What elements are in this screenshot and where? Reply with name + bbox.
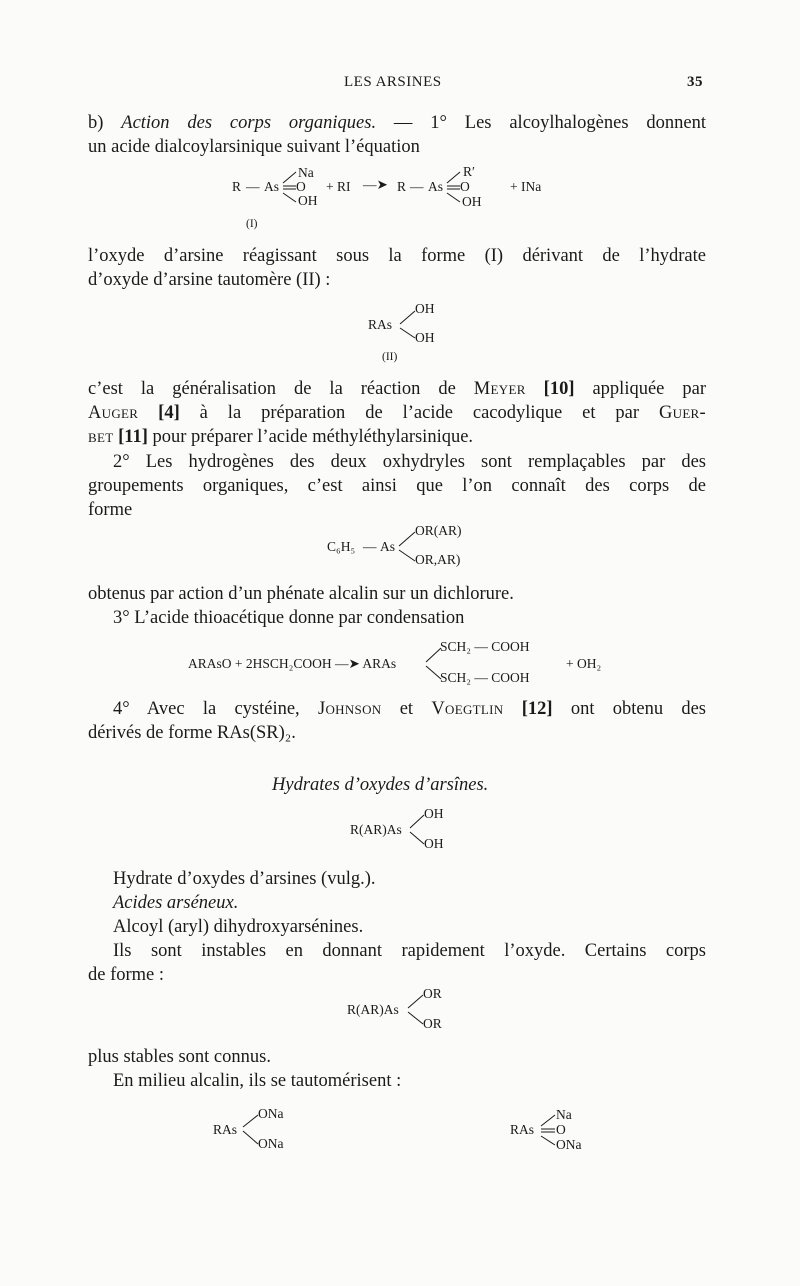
paragraph-2-line-3: forme <box>88 500 133 520</box>
eq3-as: As <box>380 539 396 554</box>
eq2-oh-top: OH <box>415 301 435 316</box>
paragraph-stables-line-2: En milieu alcalin, ils se tautomérisent : <box>113 1071 402 1091</box>
eq1-as2: As <box>428 179 444 194</box>
ref-12: [12] <box>521 699 553 719</box>
paragraph-obtenus-line: obtenus par action d’un phénate alcalin sur un dichlorure. <box>88 584 514 604</box>
eq5-ras: R(AR)As <box>350 822 402 837</box>
paragraph-oxyde-line-1: l’oxyde d’arsine réagissant sous la forme (I) dérivant de l’hydrate <box>88 246 706 266</box>
eq7-b-ona: ONa <box>556 1137 582 1152</box>
eq1-oh2: OH <box>462 194 482 209</box>
eq7-b-ras: RAs <box>510 1122 535 1137</box>
eq2-oh-bottom: OH <box>415 330 435 345</box>
paragraph-b-line-2: un acide dialcoylarsinique suivant l’équation <box>88 137 420 157</box>
eq1-label: (I) <box>246 218 258 230</box>
paragraph-4-et: et <box>381 699 432 719</box>
ref-4: [4] <box>158 403 180 423</box>
paragraph-hydrate-line-3: Alcoyl (aryl) dihydroxyarsénines. <box>113 917 364 937</box>
eq5-bottom: OH <box>424 836 444 851</box>
eq7-b-o: O <box>556 1122 566 1137</box>
eq1-o2: O <box>460 179 470 194</box>
eq4-left: ARAsO + 2HSCH₂COOH —➤ ARAs <box>188 656 397 671</box>
eq7-a-top: ONa <box>258 1106 284 1121</box>
eq6-ras: R(AR)As <box>347 1002 399 1017</box>
running-header-title: LES ARSINES <box>344 74 442 90</box>
eq6-top: OR <box>423 986 442 1001</box>
eq4-top: SCH₂ — COOH <box>440 639 530 654</box>
label-b: b) <box>88 113 122 133</box>
ref-11: [11] <box>118 427 148 447</box>
author-guerbet-1: Guer- <box>658 403 706 423</box>
eq1-as: As <box>264 179 280 194</box>
eq3-c6h5: C₆H₅ <box>327 539 356 554</box>
eq1-o: O <box>296 179 306 194</box>
paragraph-oxyde-line-2: d’oxyde d’arsine tautomère (II) : <box>88 270 331 290</box>
author-guerbet-2: bet <box>88 427 114 447</box>
eq7-a-ras: RAs <box>213 1122 238 1137</box>
eq1-na: Na <box>298 165 314 180</box>
paragraph-b-text: — 1° Les alcoylhalogènes donnent <box>376 113 706 133</box>
eq1-plus-ri: + RI <box>326 179 351 194</box>
eq1-plus-ina: + INa <box>510 179 542 194</box>
paragraph-4-line-2: dérivés de forme RAs(SR)₂. <box>88 723 296 743</box>
generalisation-text-4: pour préparer l’acide méthyléthylarsinique. <box>147 427 474 447</box>
eq1-arrow: —➤ <box>363 177 388 192</box>
generalisation-text-2: appliquée par <box>574 379 706 399</box>
acides-arseneux: Acides arséneux. <box>113 893 239 913</box>
eq3-bottom: OR,AR) <box>415 552 461 567</box>
eq2-label: (II) <box>382 351 398 363</box>
paragraph-hydrate-line-5: de forme : <box>88 965 165 985</box>
paragraph-2-line-1: 2° Les hydrogènes des deux oxhydryles sont remplaçables par des <box>113 452 706 472</box>
eq1-oh: OH <box>298 193 318 208</box>
eq5-top: OH <box>424 806 444 821</box>
paragraph-4-text-2: ont obtenu des <box>552 699 707 719</box>
eq7-a-bottom: ONa <box>258 1136 284 1151</box>
eq1-r: R <box>232 179 242 194</box>
paragraph-3-line: 3° L’acide thioacétique donne par condensation <box>113 608 465 628</box>
eq6-bottom: OR <box>423 1016 442 1031</box>
page-number: 35 <box>687 74 703 90</box>
eq1-bond2: — <box>410 179 424 194</box>
eq1-bond: — <box>246 179 260 194</box>
paragraph-hydrate-line-1: Hydrate d’oxydes d’arsines (vulg.). <box>113 869 376 889</box>
generalisation-text-1: c’est la généralisation de la réaction de <box>88 379 474 399</box>
eq3-bond: — <box>363 539 377 554</box>
italic-heading: Action des corps organiques. <box>121 113 377 133</box>
ref-10: [10] <box>543 379 575 399</box>
eq4-right: + OH₂ <box>566 656 602 671</box>
author-meyer: Meyer <box>473 379 526 399</box>
paragraph-4-text-1: 4° Avec la cystéine, <box>113 699 318 719</box>
eq7-b-na: Na <box>556 1107 572 1122</box>
generalisation-text-3: à la préparation de l’acide cacodylique et par <box>179 403 659 423</box>
paragraph-stables-line-1: plus stables sont connus. <box>88 1047 271 1067</box>
author-auger: Auger <box>88 403 139 423</box>
eq1-r2: R <box>397 179 407 194</box>
eq2-ras: RAs <box>368 317 393 332</box>
author-johnson: Johnson <box>317 699 382 719</box>
paragraph-2-line-2: groupements organiques, c’est ainsi que l’on connaît des corps de <box>88 476 706 496</box>
eq4-bottom: SCH₂ — COOH <box>440 670 530 685</box>
eq3-top: OR(AR) <box>415 523 462 538</box>
author-voegtlin: Voegtlin <box>431 699 504 719</box>
paragraph-hydrate-line-4: Ils sont instables en donnant rapidement l’oxyde. Certains corps <box>113 941 706 961</box>
section-title: Hydrates d’oxydes d’arsînes. <box>272 775 489 795</box>
eq1-r-prime: R′ <box>463 164 475 179</box>
